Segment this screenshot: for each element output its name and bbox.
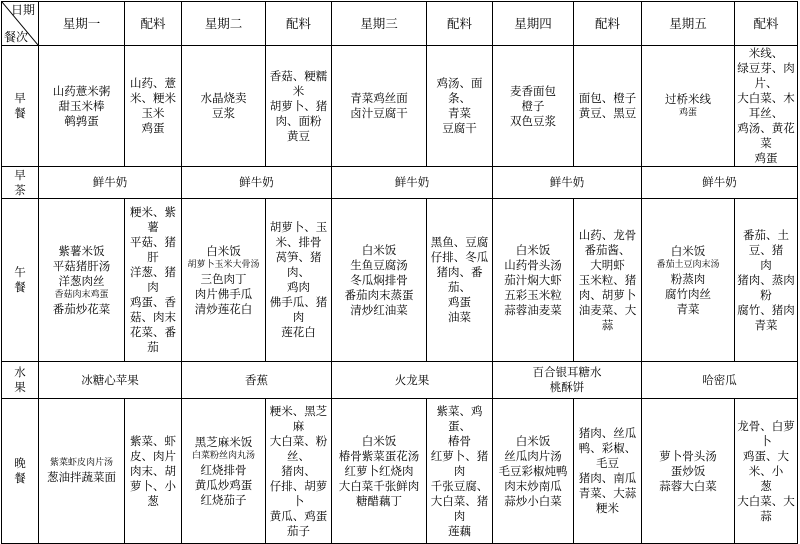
cell-line: 萝卜骨头汤: [659, 448, 717, 463]
cell-line: 猪肉、南瓜: [578, 471, 637, 485]
cell-line: 鸡蛋、香: [130, 295, 176, 309]
cell-line: 茄子: [287, 523, 310, 538]
dinner-fri-dish: [642, 399, 735, 544]
breakfast-tue-side: [266, 46, 332, 167]
lunch-fri-dish: [642, 199, 735, 362]
cell-line: 水晶烧卖: [200, 91, 247, 105]
cell-line: 猪肉、: [281, 463, 316, 478]
side-header-wed: 配料: [427, 2, 493, 46]
cell-line: 紫薯米饭: [58, 243, 105, 258]
cell-line: 胡萝卜、玉: [269, 220, 328, 234]
cell-line: 薯: [147, 220, 159, 234]
dinner-thu-side: [574, 399, 642, 544]
cell-line: 菇、肉末: [130, 310, 176, 324]
cell-line: 青菜鸡丝面: [350, 91, 408, 105]
cell-line: 大明虾: [590, 257, 625, 272]
side-header-mon: 配料: [125, 2, 182, 46]
cell-line: 猪肉、番茄、: [436, 265, 483, 294]
cell-line: 白米饭: [206, 243, 241, 258]
cell-line: 山药骨头汤: [504, 257, 562, 272]
dinner-row: [2, 399, 798, 544]
cell-line: 猪肉、蒸肉粉: [737, 272, 795, 302]
cell-line: 腐竹、猪肉: [737, 302, 795, 317]
lunch-row: [2, 199, 798, 362]
dinner-fri-side: [735, 399, 798, 544]
cell-line: 粉蒸肉: [670, 271, 706, 286]
fruit-tue: 香蕉: [182, 362, 332, 399]
fruit-thu: [493, 362, 642, 399]
day-header-wed: 星期三: [332, 2, 427, 46]
cell-line: 茄: [147, 340, 159, 354]
meal-label-dinner: [2, 399, 39, 544]
breakfast-wed-dish: [332, 46, 427, 167]
cell-line: 豆腐干: [442, 121, 477, 135]
lunch-tue-dish: [182, 199, 266, 362]
cell-line: 冬瓜焖排骨: [350, 272, 408, 287]
cell-line: 粳米: [596, 501, 619, 515]
cell-line: 青菜、大蒜: [578, 486, 637, 500]
cell-line: 紫菜、虾: [130, 433, 176, 448]
breakfast-fri-dish: [642, 46, 735, 167]
lunch-thu-dish: [493, 199, 574, 362]
cell-line: 米线、: [748, 46, 784, 60]
cell-line: 仔排、冬瓜: [430, 250, 489, 264]
cell-line: 黄瓜、鸡蛋: [269, 508, 328, 523]
cell-line: 大白菜、大蒜: [737, 493, 795, 523]
cell-line: 番茄酱、: [584, 242, 631, 257]
cell-line: 蛋炒饭: [670, 463, 706, 478]
meal-label-text: 水果: [14, 365, 26, 394]
cell-line: 油麦菜、大: [578, 302, 637, 317]
cell-line: 百合银耳糖水: [532, 365, 602, 379]
meal-label-fruit: [2, 362, 39, 399]
cell-line: 肉末炒南瓜: [504, 478, 562, 493]
cell-line: 肉: [453, 463, 466, 478]
cell-line: 葱油拌蔬菜面: [47, 470, 116, 484]
cell-line: 黑鱼、豆腐: [430, 235, 489, 249]
breakfast-wed-side: [427, 46, 493, 167]
cell-line: 油菜: [448, 310, 471, 324]
side-header-thu: 配料: [574, 2, 642, 46]
weekly-menu-table: [1, 1, 798, 544]
meal-label-lunch: [2, 199, 39, 362]
cell-line: 白米饭: [670, 243, 706, 258]
cell-line: 鸭、彩椒、: [578, 441, 637, 455]
fruit-mon: 冰糖心苹果: [39, 362, 182, 399]
cell-line: 平菇、猪: [130, 235, 176, 249]
fruit-row: [2, 362, 798, 399]
morning-tea-mon: 鲜牛奶: [39, 167, 182, 199]
cell-line: 鸡蛋: [141, 121, 165, 135]
cell-line: 五彩玉米粒: [504, 287, 562, 302]
day-header-thu: 星期四: [493, 2, 574, 46]
day-header-mon: 星期一: [39, 2, 125, 46]
cell-line: 洋葱肉丝: [58, 273, 105, 288]
cell-line: 大白菜千张鲜肉: [338, 478, 420, 493]
cell-line: 青菜: [448, 106, 471, 120]
cell-line: 红萝卜红烧肉: [344, 463, 414, 478]
lunch-thu-side: [574, 199, 642, 362]
cell-line: 米、粳米: [130, 91, 176, 105]
cell-line: 龙骨、白萝卜: [737, 418, 795, 448]
cell-line: 粳米、黑芝麻: [269, 403, 328, 433]
breakfast-mon-dish: [39, 46, 125, 167]
header-row: [2, 2, 798, 46]
cell-line: 粳米、紫: [130, 205, 176, 219]
lunch-tue-side: [266, 199, 332, 362]
cell-line: 米、排骨: [275, 235, 322, 249]
side-header-tue: 配料: [266, 2, 332, 46]
fruit-wed: 火龙果: [332, 362, 493, 399]
breakfast-row: [2, 46, 798, 167]
morning-tea-wed: 鲜牛奶: [332, 167, 493, 199]
cell-line: 花菜、番: [130, 325, 176, 339]
cell-line: 蒜炒小白菜: [504, 493, 562, 508]
meal-label-text: 早餐: [14, 91, 26, 120]
cell-line: 番茄、土豆、猪: [743, 227, 789, 257]
cell-line: 肉、胡萝卜: [578, 287, 637, 302]
cell-line: 黄豆: [287, 128, 310, 143]
cell-line: 蒜蓉油麦菜: [504, 302, 562, 317]
cell-line: 腐竹肉丝: [665, 286, 711, 301]
cell-line: 白米饭: [361, 433, 397, 448]
cell-line: 山药薏米粥: [52, 83, 111, 98]
side-header-fri: 配料: [735, 2, 798, 46]
cell-line: 鸡肉: [287, 280, 310, 294]
cell-line: 红萝卜、猪: [430, 448, 489, 463]
cell-line: 鸡蛋、大米、小: [743, 448, 789, 478]
fruit-fri: 哈密瓜: [642, 362, 798, 399]
breakfast-mon-side: [125, 46, 182, 167]
cell-line: 佛手瓜、猪肉: [269, 295, 328, 324]
lunch-wed-dish: [332, 199, 427, 362]
cell-line: 毛豆彩椒炖鸭: [498, 463, 568, 478]
cell-line: 鸡蛋: [678, 108, 697, 118]
cell-line: 豆浆: [212, 106, 235, 120]
cell-line: 莴笋、猪肉、: [275, 250, 322, 279]
cell-line: 番茄肉末蒸蛋: [344, 287, 414, 302]
cell-line: 茄汁焖大虾: [504, 272, 562, 287]
cell-line: 白米饭: [515, 433, 551, 448]
cell-line: 玉米: [141, 106, 165, 120]
corner-meal-label: 餐次: [4, 30, 29, 44]
cell-line: 青菜: [676, 301, 700, 316]
meal-label-text: 早茶: [14, 167, 26, 197]
cell-line: 三色肉丁: [200, 271, 247, 286]
cell-line: 白米饭: [515, 242, 551, 257]
lunch-fri-side: [735, 199, 798, 362]
morning-tea-thu: 鲜牛奶: [493, 167, 642, 199]
cell-line: 生鱼豆腐汤: [350, 257, 408, 272]
cell-line: 玉米粒、猪: [578, 272, 637, 287]
cell-line: 猪肉、丝瓜: [578, 426, 637, 440]
lunch-wed-side: [427, 199, 493, 362]
cell-line: 莲藕: [448, 523, 471, 538]
cell-line: 肉: [453, 508, 466, 523]
cell-line: 葱: [147, 493, 159, 508]
cell-line: 麦香面包: [510, 83, 556, 98]
cell-line: 萝卜、小: [130, 478, 176, 493]
cell-line: 红烧茄子: [200, 492, 247, 507]
cell-line: 红烧排骨: [200, 462, 247, 477]
meal-label-text: 晚餐: [14, 456, 26, 485]
cell-line: 肉片佛手瓜: [194, 286, 253, 301]
cell-line: 绿豆芽、肉片、: [737, 61, 795, 90]
cell-line: 清炒红油菜: [350, 302, 408, 317]
lunch-mon-side: [125, 199, 182, 362]
cell-line: 白米饭: [361, 242, 397, 257]
cell-line: 皮、肉片: [130, 448, 176, 463]
cell-line: 黄豆、黑豆: [578, 106, 637, 120]
cell-line: 胡萝卜、猪: [269, 98, 328, 113]
breakfast-tue-dish: [182, 46, 266, 167]
cell-line: 椿骨: [448, 433, 471, 448]
cell-line: 大白菜、猪: [430, 493, 489, 508]
cell-line: 蒜: [601, 317, 614, 332]
cell-line: 肉: [147, 280, 159, 294]
meal-label-text: 午餐: [14, 265, 26, 294]
day-header-tue: 星期二: [182, 2, 266, 46]
cell-line: 椿骨紫菜蛋花汤: [338, 448, 420, 463]
cell-line: 香菇肉末鸡蛋: [54, 289, 109, 300]
cell-line: 紫菜虾皮肉片汤: [49, 458, 113, 468]
cell-line: 鸡汤、面条、: [436, 76, 483, 105]
breakfast-fri-side: [735, 46, 798, 167]
cell-line: 紫菜、鸡蛋、: [436, 403, 483, 433]
cell-line: 番茄炒花菜: [52, 301, 111, 316]
cell-line: 双色豆浆: [510, 113, 556, 128]
cell-line: 鸡蛋: [448, 295, 471, 309]
cell-line: 山药、薏: [130, 76, 176, 90]
dinner-mon-dish: [39, 399, 125, 544]
cell-line: 毛豆: [596, 456, 619, 470]
cell-line: 白菜粉丝肉丸汤: [191, 450, 255, 461]
cell-line: 千张豆腐、: [430, 478, 489, 493]
cell-line: 鸡汤、黄花菜: [737, 121, 795, 150]
dinner-wed-side: [427, 399, 493, 544]
cell-line: 肉: [760, 257, 772, 272]
morning-tea-fri: 鲜牛奶: [642, 167, 798, 199]
cell-line: 卤汁豆腐干: [350, 106, 408, 120]
cell-line: 胡萝卜玉米大骨汤: [187, 259, 260, 270]
cell-line: 丝瓜肉片汤: [504, 448, 562, 463]
cell-line: 橙子: [521, 98, 545, 113]
dinner-mon-side: [125, 399, 182, 544]
cell-line: 糖醋藕丁: [356, 493, 402, 508]
cell-line: 肉、面粉: [275, 113, 322, 128]
cell-line: 桃酥饼: [549, 380, 585, 394]
cell-line: 肉末、胡: [130, 463, 176, 478]
dinner-wed-dish: [332, 399, 427, 544]
meal-label-morning-tea: [2, 167, 39, 199]
dinner-tue-dish: [182, 399, 266, 544]
cell-line: 山药、龙骨: [578, 227, 637, 242]
corner-date-label: 日期: [10, 3, 35, 17]
cell-line: 大白菜、粉丝、: [269, 433, 328, 463]
morning-tea-row: [2, 167, 798, 199]
morning-tea-tue: 鲜牛奶: [182, 167, 332, 199]
day-header-fri: 星期五: [642, 2, 735, 46]
cell-line: 番茄土豆肉末汤: [656, 259, 720, 270]
cell-line: 大白菜、木耳丝、: [737, 91, 795, 120]
meal-label-breakfast: [2, 46, 39, 167]
cell-line: 莲花白: [281, 325, 316, 339]
cell-line: 黑芝麻米饭: [194, 434, 253, 449]
cell-line: 甜玉米棒: [58, 98, 105, 113]
cell-line: 青菜: [754, 317, 778, 332]
corner-cell: [2, 2, 39, 46]
cell-line: 蒜蓉大白菜: [659, 478, 717, 493]
cell-line: 香菇、粳糯米: [269, 68, 328, 98]
breakfast-thu-dish: [493, 46, 574, 167]
lunch-mon-dish: [39, 199, 125, 362]
cell-line: 平菇猪肝汤: [52, 258, 111, 273]
cell-line: 鹌鹑蛋: [64, 113, 99, 128]
cell-line: 仔排、胡萝卜: [269, 478, 328, 508]
dinner-tue-side: [266, 399, 332, 544]
cell-line: 黄瓜炒鸡蛋: [194, 477, 253, 492]
cell-line: 面包、橙子: [578, 91, 637, 105]
cell-line: 肝: [147, 250, 159, 264]
breakfast-thu-side: [574, 46, 642, 167]
cell-line: 清炒莲花白: [194, 301, 253, 316]
cell-line: 鸡蛋: [754, 151, 778, 165]
cell-line: 洋葱、猪: [130, 265, 176, 279]
cell-line: 葱: [760, 478, 772, 493]
dinner-thu-dish: [493, 399, 574, 544]
cell-line: 过桥米线: [665, 92, 711, 106]
